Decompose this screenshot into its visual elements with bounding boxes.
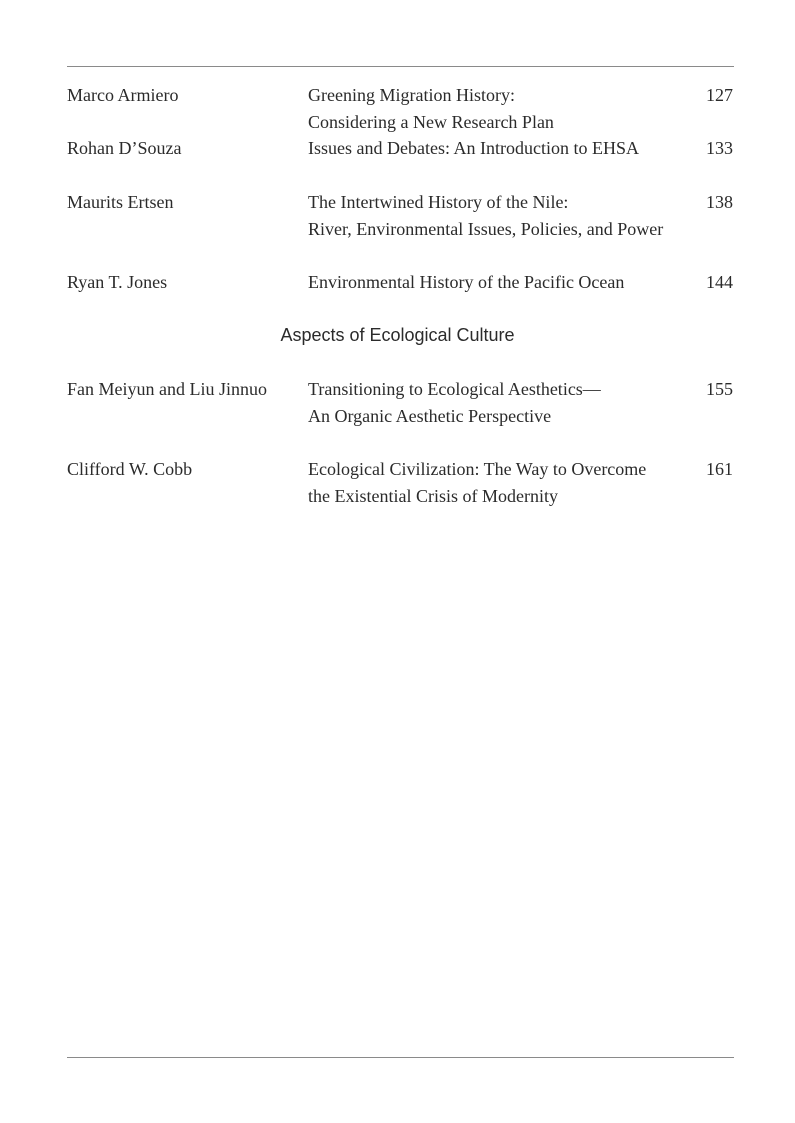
entry-title [308,456,738,509]
entry-title [308,269,738,296]
entry-page-number: 144 [706,272,733,292]
toc-entry[interactable] [67,82,734,136]
entry-page-number: 133 [706,138,733,158]
entry-title-line: River, Environmental Issues, Policies, and Power [308,218,664,239]
toc-entry[interactable] [67,189,734,243]
toc-entry[interactable] [67,135,734,189]
entry-author: Marco Armiero [67,85,179,105]
section-heading: Aspects of Ecological Culture [280,325,515,345]
entry-author: Fan Meiyun and Liu Jinnuo [67,379,267,399]
bottom-rule [67,1057,734,1058]
entry-title-line: Ecological Civilization: The Way to Overcome [308,459,647,479]
top-rule [67,66,734,67]
toc-entry[interactable] [67,456,734,510]
entry-title-line: The Intertwined History of the Nile: [308,192,569,212]
entry-page-number: 138 [706,192,733,212]
entry-title-line: Greening Migration History: [308,85,515,105]
entry-title [308,189,738,242]
entry-title-line: Transitioning to Ecological Aesthetics— [308,379,601,399]
entry-title-line: Considering a New Research Plan [308,111,554,132]
entry-title-line: the Existential Crisis of Modernity [308,485,558,506]
entry-author: Rohan D’Souza [67,138,182,158]
entry-title [308,135,738,162]
entry-author: Clifford W. Cobb [67,459,193,479]
entry-title-line: Issues and Debates: An Introduction to EHSA [308,138,639,158]
entry-author: Ryan T. Jones [67,272,168,292]
entry-page-number: 155 [706,379,733,399]
entry-title [308,376,738,429]
entry-title-line: Environmental History of the Pacific Ocean [308,272,625,292]
toc-entry[interactable] [67,376,734,430]
entry-title [308,82,738,135]
toc-entry[interactable] [67,269,734,323]
entry-page-number: 127 [706,85,733,105]
entry-page-number: 161 [706,459,733,479]
entry-author: Maurits Ertsen [67,192,174,212]
entry-title-line: An Organic Aesthetic Perspective [308,405,552,426]
